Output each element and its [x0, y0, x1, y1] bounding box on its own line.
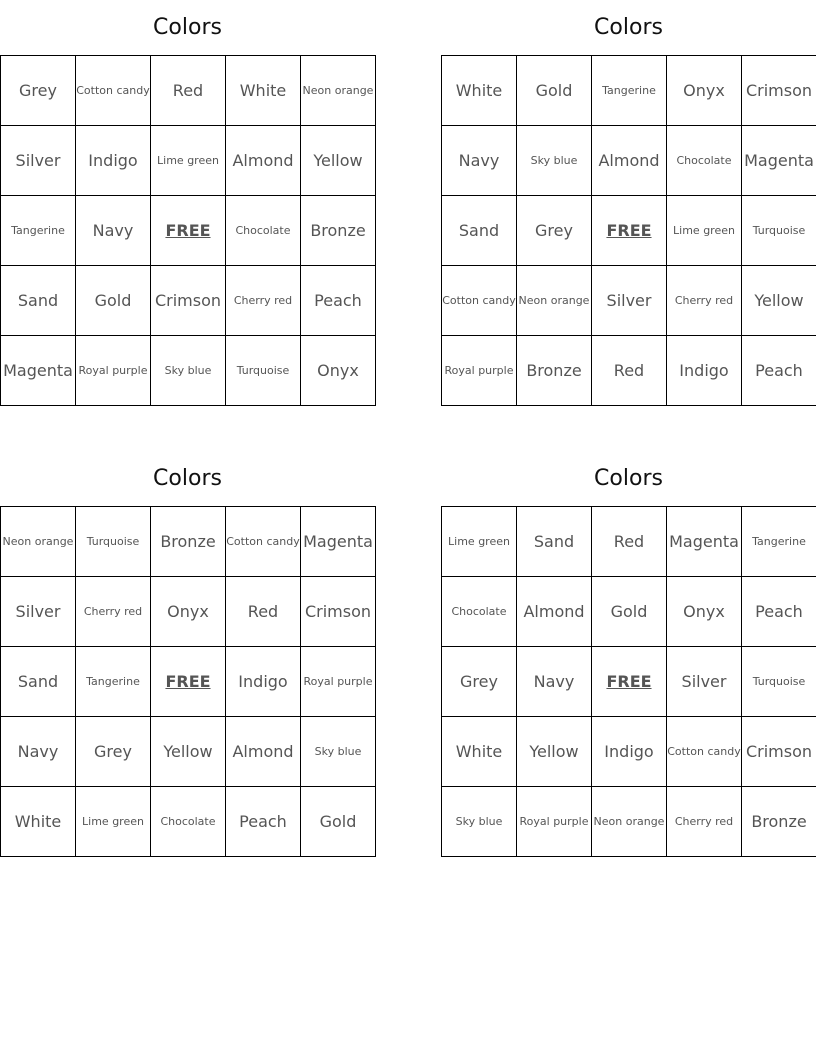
- grid-cell: Lime green: [151, 126, 226, 196]
- grid-cell: Crimson: [742, 56, 816, 126]
- grid-cell: Red: [226, 577, 301, 647]
- grid-cell: Indigo: [226, 647, 301, 717]
- grid-cell: Indigo: [667, 336, 742, 406]
- bingo-card-1: [0, 0, 375, 406]
- grid-cell: Neon orange: [517, 266, 592, 336]
- grid-cell: Turquoise: [76, 507, 151, 577]
- grid-row: [442, 507, 816, 577]
- grid-cell: Cotton candy: [76, 56, 151, 126]
- grid-cell: Chocolate: [442, 577, 517, 647]
- grid-cell: Indigo: [76, 126, 151, 196]
- grid-cell: Gold: [517, 56, 592, 126]
- grid-cell: Navy: [517, 647, 592, 717]
- grid-cell: Tangerine: [742, 507, 816, 577]
- grid-cell: Lime green: [667, 196, 742, 266]
- grid-cell: Indigo: [592, 717, 667, 787]
- grid-cell: Royal purple: [442, 336, 517, 406]
- grid-row: [1, 336, 376, 406]
- grid-cell: Lime green: [76, 787, 151, 857]
- bingo-grid: [0, 506, 376, 857]
- grid-cell: Grey: [442, 647, 517, 717]
- grid-row: [1, 266, 376, 336]
- card-title: Colors: [594, 466, 663, 491]
- grid-cell: Sky blue: [151, 336, 226, 406]
- grid-cell: Bronze: [742, 787, 816, 857]
- grid-cell: Red: [592, 336, 667, 406]
- grid-cell: Cotton candy: [442, 266, 517, 336]
- grid-row: [1, 717, 376, 787]
- grid-row: [1, 577, 376, 647]
- grid-cell: Grey: [517, 196, 592, 266]
- grid-cell: Crimson: [301, 577, 376, 647]
- grid-cell: Turquoise: [742, 647, 816, 717]
- bingo-card-4: [441, 451, 816, 857]
- grid-cell: Crimson: [151, 266, 226, 336]
- grid-cell: White: [442, 56, 517, 126]
- grid-cell: Gold: [76, 266, 151, 336]
- grid-cell: Silver: [1, 126, 76, 196]
- grid-cell: Almond: [226, 717, 301, 787]
- grid-cell: Magenta: [742, 126, 816, 196]
- grid-row: [442, 56, 816, 126]
- grid-cell: Sand: [1, 647, 76, 717]
- grid-cell: Neon orange: [301, 56, 376, 126]
- grid-cell: Peach: [742, 577, 816, 647]
- grid-cell: Tangerine: [592, 56, 667, 126]
- grid-row: [1, 647, 376, 717]
- grid-cell: Lime green: [442, 507, 517, 577]
- grid-cell: Silver: [592, 266, 667, 336]
- grid-cell: Royal purple: [517, 787, 592, 857]
- grid-cell: Sand: [517, 507, 592, 577]
- grid-cell: Navy: [1, 717, 76, 787]
- grid-row: [442, 336, 816, 406]
- grid-cell: Magenta: [301, 507, 376, 577]
- bingo-grid: [441, 55, 816, 406]
- grid-cell: Navy: [76, 196, 151, 266]
- card-title: Colors: [153, 15, 222, 40]
- grid-cell: Sky blue: [442, 787, 517, 857]
- grid-cell: Sand: [1, 266, 76, 336]
- grid-cell: Gold: [592, 577, 667, 647]
- grid-cell: Peach: [742, 336, 816, 406]
- grid-cell: Onyx: [667, 56, 742, 126]
- grid-cell: White: [442, 717, 517, 787]
- bingo-grid: [441, 506, 816, 857]
- grid-cell: Cherry red: [667, 266, 742, 336]
- grid-cell: Onyx: [667, 577, 742, 647]
- grid-row: [442, 577, 816, 647]
- grid-cell: Cherry red: [76, 577, 151, 647]
- grid-cell: Bronze: [301, 196, 376, 266]
- grid-cell: Gold: [301, 787, 376, 857]
- grid-cell: Silver: [1, 577, 76, 647]
- grid-cell: White: [1, 787, 76, 857]
- grid-cell: Cotton candy: [226, 507, 301, 577]
- grid-cell: Royal purple: [301, 647, 376, 717]
- grid-cell: Chocolate: [226, 196, 301, 266]
- grid-cell: Tangerine: [1, 196, 76, 266]
- grid-cell: Magenta: [1, 336, 76, 406]
- grid-row: [1, 196, 376, 266]
- grid-row: [442, 126, 816, 196]
- grid-cell: Cherry red: [667, 787, 742, 857]
- grid-cell: Almond: [592, 126, 667, 196]
- grid-cell: Yellow: [517, 717, 592, 787]
- grid-cell: Turquoise: [742, 196, 816, 266]
- card-title: Colors: [594, 15, 663, 40]
- grid-cell: Peach: [301, 266, 376, 336]
- grid-cell: Almond: [226, 126, 301, 196]
- grid-row: [442, 196, 816, 266]
- card-title: Colors: [153, 466, 222, 491]
- grid-cell: Royal purple: [76, 336, 151, 406]
- grid-cell: Yellow: [301, 126, 376, 196]
- grid-cell: Tangerine: [76, 647, 151, 717]
- grid-cell: Sand: [442, 196, 517, 266]
- grid-cell: Sky blue: [517, 126, 592, 196]
- free-cell: FREE: [592, 647, 667, 717]
- grid-cell: Grey: [76, 717, 151, 787]
- grid-cell: Cotton candy: [667, 717, 742, 787]
- grid-row: [1, 507, 376, 577]
- grid-cell: White: [226, 56, 301, 126]
- grid-cell: Peach: [226, 787, 301, 857]
- grid-cell: Onyx: [301, 336, 376, 406]
- grid-cell: Neon orange: [592, 787, 667, 857]
- free-cell: FREE: [151, 647, 226, 717]
- grid-row: [442, 266, 816, 336]
- free-cell: FREE: [592, 196, 667, 266]
- grid-cell: Onyx: [151, 577, 226, 647]
- grid-row: [442, 647, 816, 717]
- grid-row: [1, 787, 376, 857]
- grid-row: [1, 126, 376, 196]
- grid-cell: Yellow: [151, 717, 226, 787]
- grid-cell: Red: [592, 507, 667, 577]
- grid-cell: Navy: [442, 126, 517, 196]
- bingo-card-3: [0, 451, 375, 857]
- grid-cell: Neon orange: [1, 507, 76, 577]
- bingo-card-2: [441, 0, 816, 406]
- grid-cell: Turquoise: [226, 336, 301, 406]
- grid-cell: Yellow: [742, 266, 816, 336]
- grid-cell: Bronze: [517, 336, 592, 406]
- bingo-grid: [0, 55, 376, 406]
- free-cell: FREE: [151, 196, 226, 266]
- grid-cell: Crimson: [742, 717, 816, 787]
- grid-cell: Sky blue: [301, 717, 376, 787]
- grid-cell: Magenta: [667, 507, 742, 577]
- grid-row: [442, 717, 816, 787]
- grid-cell: Red: [151, 56, 226, 126]
- grid-cell: Grey: [1, 56, 76, 126]
- grid-cell: Silver: [667, 647, 742, 717]
- grid-row: [442, 787, 816, 857]
- grid-cell: Chocolate: [151, 787, 226, 857]
- grid-row: [1, 56, 376, 126]
- grid-cell: Almond: [517, 577, 592, 647]
- grid-cell: Chocolate: [667, 126, 742, 196]
- grid-cell: Bronze: [151, 507, 226, 577]
- grid-cell: Cherry red: [226, 266, 301, 336]
